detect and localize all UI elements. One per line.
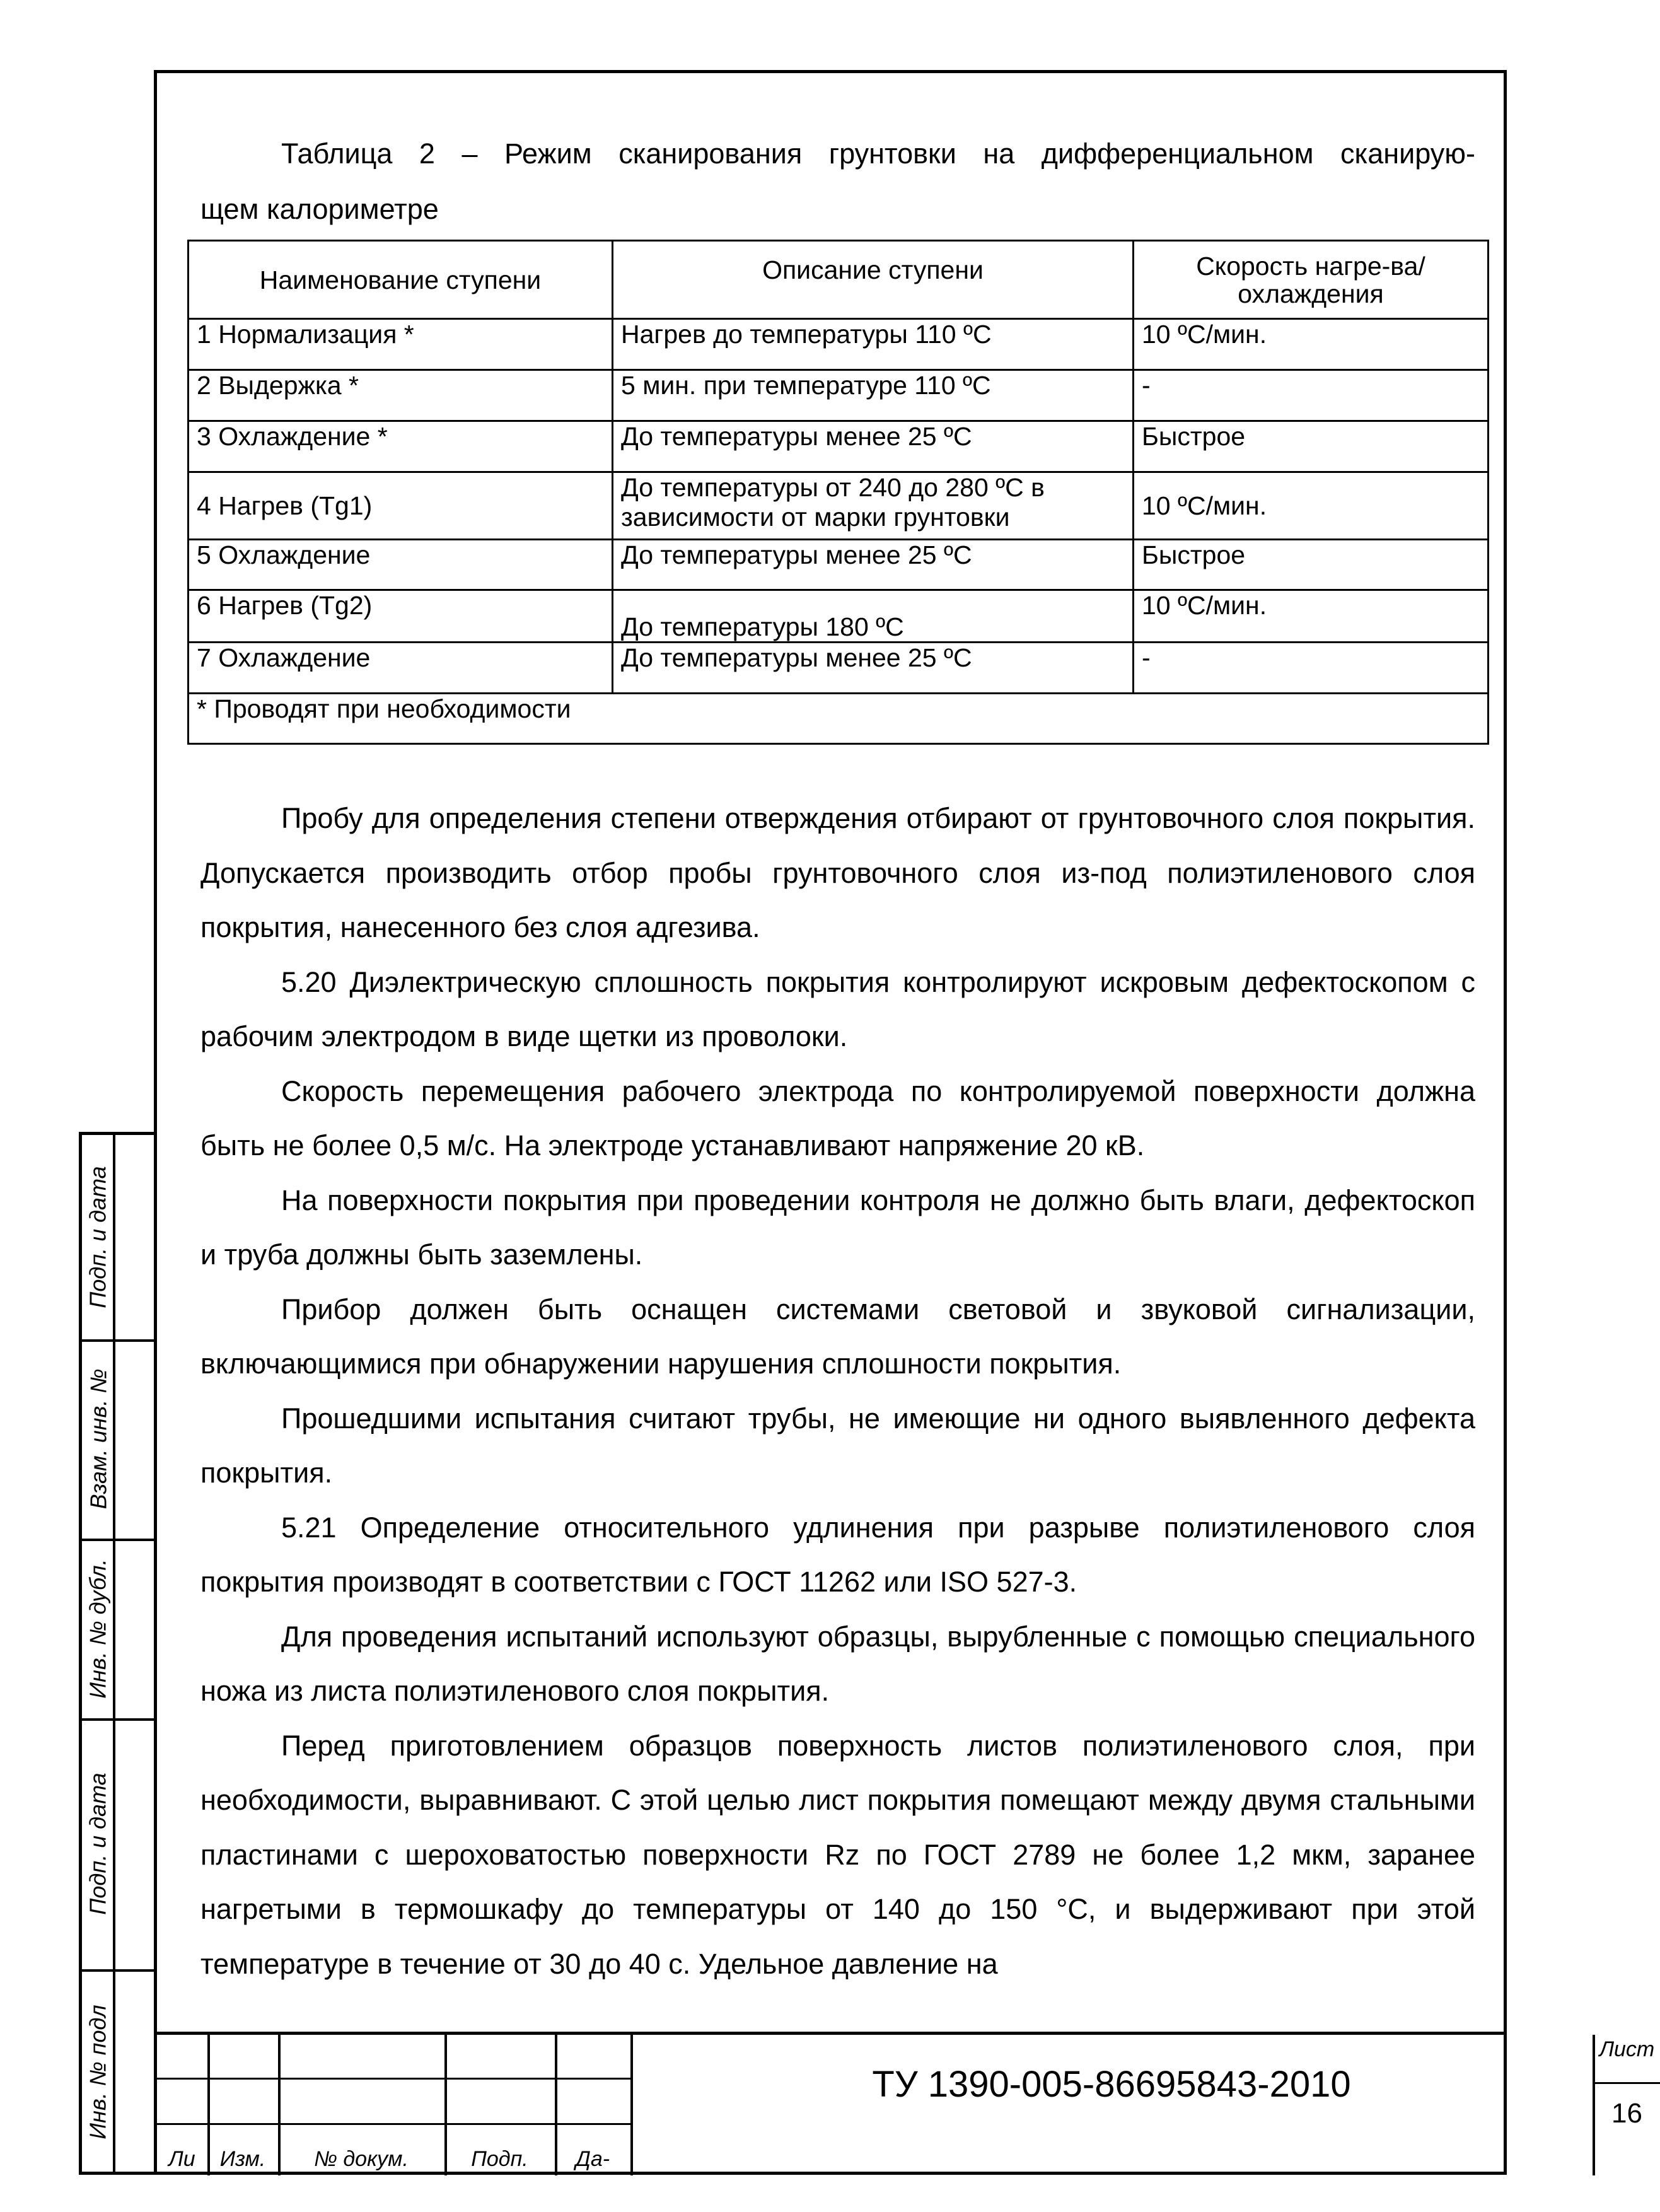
cell-name: 4 Нагрев (Tg1): [189, 472, 613, 540]
table-caption: [200, 126, 1475, 237]
paragraph: Для проведения испытаний используют образцы, вырубленные с помощью специального ножа из листа полиэтиленового слоя покрытия.: [200, 1620, 1475, 1707]
cell-rate: Быстрое: [1134, 540, 1489, 590]
cell-name: 3 Охлаждение *: [189, 421, 613, 472]
cell-desc: 5 мин. при температуре 110 ºС: [613, 370, 1134, 421]
paragraph: Пробу для определения степени отверждения отбирают от грунтовочного слоя покрытия. Допускается производить отбор пробы грунтовочного слоя из-под полиэтиленового слоя покрытия, нанесенного без слоя адгезива.: [200, 802, 1475, 943]
sheet-label: Лист: [1599, 2037, 1655, 2061]
scan-mode-table: [187, 240, 1489, 745]
cell-name: 2 Выдержка *: [189, 370, 613, 421]
caption-line-1: Таблица 2 – Режим сканирования грунтовки на дифференциальном сканирую-: [281, 137, 1475, 170]
paragraph: Прибор должен быть оснащен системами световой и звуковой сигнализации, включающимися при обнаружении нарушения сплошности покрытия.: [200, 1293, 1475, 1380]
cell-rate: -: [1134, 643, 1489, 694]
cell-desc: До температуры от 240 до 280 ºС в зависимости от марки грунтовки: [613, 472, 1134, 540]
cell-rate: Быстрое: [1134, 421, 1489, 472]
cell-rate: -: [1134, 370, 1489, 421]
side-stamp: [79, 1132, 154, 2175]
table-footnote: * Проводят при необходимости: [189, 694, 1489, 744]
paragraph: На поверхности покрытия при проведении контроля не должно быть влаги, дефектоскоп и труба должны быть заземлены.: [200, 1184, 1475, 1271]
header-step-name: Наименование ступени: [189, 241, 613, 319]
side-label-orig-inv: Инв. № подл: [85, 2005, 112, 2139]
cell-rate: 10 ºС/мин.: [1134, 319, 1489, 370]
col-label-date: Да-: [575, 2147, 610, 2171]
col-label-sheet: Ли: [168, 2147, 195, 2171]
header-rate: Скорость нагре-ва/охлаждения: [1134, 241, 1489, 319]
cell-desc: До температуры менее 25 ºС: [613, 421, 1134, 472]
table-row: [189, 590, 1489, 643]
header-step-desc: Описание ступени: [613, 241, 1134, 319]
body-text: [200, 791, 1475, 1991]
document-code: ТУ 1390-005-86695843-2010: [872, 2064, 1351, 2105]
cell-desc: До температуры менее 25 ºС: [613, 643, 1134, 694]
table-row: [189, 540, 1489, 590]
side-label-dup-inv: Инв. № дубл.: [85, 1558, 111, 1699]
col-label-change: Изм.: [219, 2147, 266, 2171]
table-row: [189, 319, 1489, 370]
col-label-sign: Подп.: [471, 2147, 528, 2171]
table-row: [189, 421, 1489, 472]
table-row: [189, 472, 1489, 540]
cell-rate: 10 ºС/мин.: [1134, 590, 1489, 643]
cell-name: 6 Нагрев (Tg2): [189, 590, 613, 643]
side-label-replace-inv: Взам. инв. №: [85, 1368, 112, 1510]
paragraph: 5.21 Определение относительного удлинения при разрыве полиэтиленового слоя покрытия производят в соответствии с ГОСТ 11262 или ISO 527-3.: [200, 1511, 1475, 1598]
table-header-row: [189, 241, 1489, 319]
side-label-sign-date-2: Подп. и дата: [85, 1773, 111, 1915]
table-row: [189, 643, 1489, 694]
paragraph: 5.20 Диэлектрическую сплошность покрытия контролируют искровым дефектоскопом с рабочим электродом в виде щетки из проволоки.: [200, 965, 1475, 1052]
cell-name: 5 Охлаждение: [189, 540, 613, 590]
paragraph: Перед приготовлением образцов поверхность листов полиэтиленового слоя, при необходимости, выравнивают. С этой целью лист покрытия помещают между двумя стальными пластинами с шероховатостью поверхности Rz по ГОСТ 2789 не более 1,2 мкм, заранее нагретыми в термошкафу до температуры от 140 до 150 °С, и выдерживают при этой температуре в течение от 30 до 40 с. Удельное давление на: [200, 1729, 1475, 1980]
paragraph: Скорость перемещения рабочего электрода по контролируемой поверхности должна быть не более 0,5 м/с. На электроде устанавливают напряжение 20 кВ.: [200, 1074, 1475, 1161]
cell-name: 7 Охлаждение: [189, 643, 613, 694]
sheet-number: 16: [1611, 2098, 1642, 2129]
cell-desc: До температуры 180 ºС: [613, 590, 1134, 643]
table-row: [189, 370, 1489, 421]
cell-desc: До температуры менее 25 ºС: [613, 540, 1134, 590]
cell-name: 1 Нормализация *: [189, 319, 613, 370]
side-label-sign-date: Подп. и дата: [85, 1166, 111, 1308]
cell-desc: Нагрев до температуры 110 ºС: [613, 319, 1134, 370]
paragraph: Прошедшими испытания считают трубы, не имеющие ни одного выявленного дефекта покрытия.: [200, 1402, 1475, 1489]
cell-rate: 10 ºС/мин.: [1134, 472, 1489, 540]
title-block: [156, 2032, 1655, 2175]
col-label-doc: № докум.: [314, 2147, 409, 2171]
caption-line-2: щем калориметре: [200, 193, 439, 225]
table-footnote-row: [189, 694, 1489, 744]
